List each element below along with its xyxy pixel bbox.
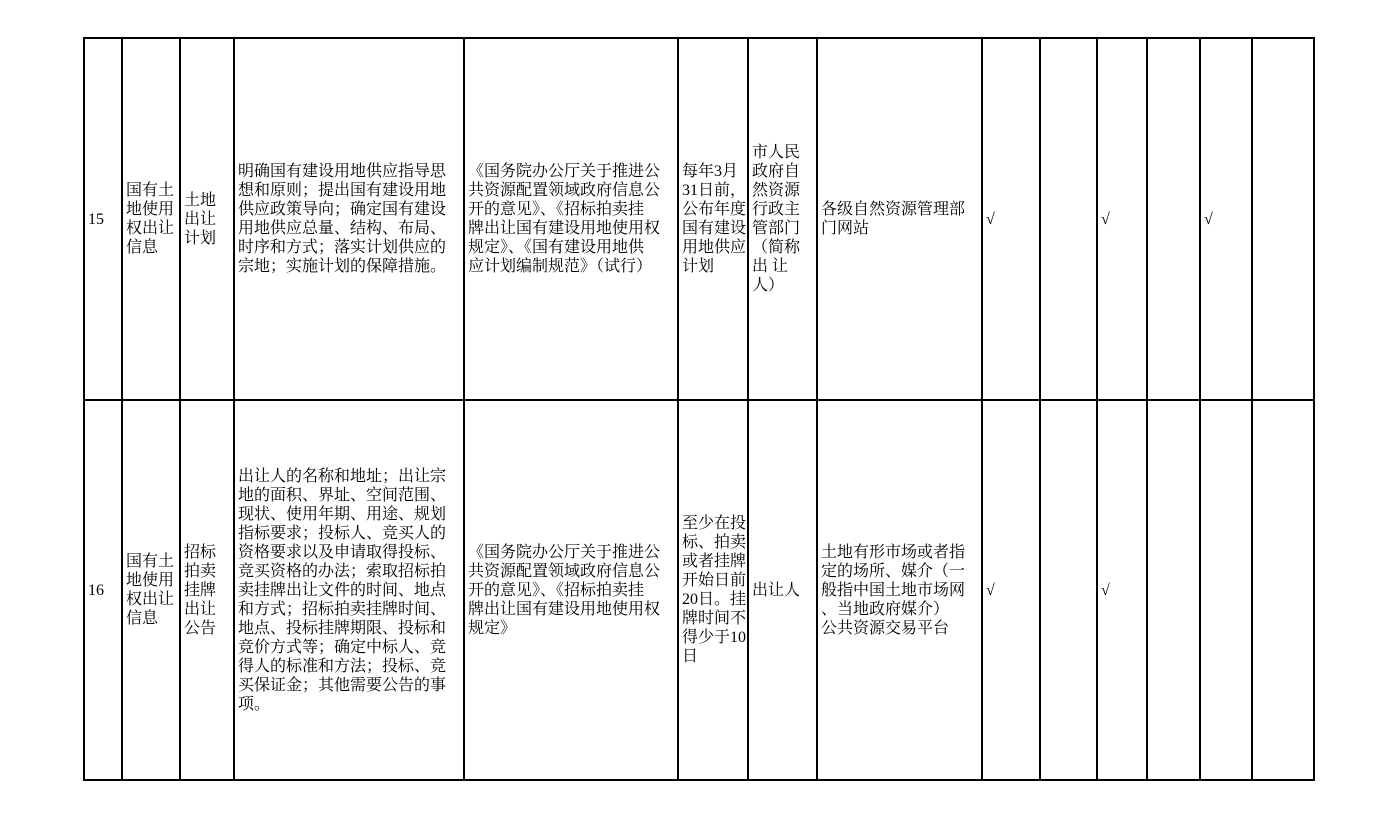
- table-row: [84, 400, 1314, 780]
- category-cell: 国有土 地使用 权出让 信息: [122, 400, 180, 780]
- mark-cell-4: [1147, 38, 1200, 400]
- mark-cell-6: [1252, 400, 1314, 780]
- subject-cell: 市人民 政府自 然资源 行政主 管部门 （简称 出 让 人）: [748, 38, 817, 400]
- basis-cell: 《国务院办公厅关于推进公 共资源配置领域政府信息公 开的意见》、《招标拍卖挂 牌出让国有建设用地使用权 规定》: [464, 400, 678, 780]
- mark-cell-6: [1252, 38, 1314, 400]
- mark-cell-1: √: [982, 400, 1040, 780]
- channel-cell: 各级自然资源管理部 门网站: [817, 38, 982, 400]
- mark-cell-4: [1147, 400, 1200, 780]
- mark-cell-2: [1040, 38, 1097, 400]
- time-limit-cell: 至少在投 标、拍卖 或者挂牌 开始日前 20日。挂 牌时间不 得少于10 日: [678, 400, 748, 780]
- content-cell: 出让人的名称和地址；出让宗 地的面积、界址、空间范围、 现状、使用年期、用途、规划 指标要求；投标人、竞买人的 资格要求以及申请取得投标、 竞买资格的办法；索取招标拍 卖挂牌出让文件的时间、地点 和方式；招标拍卖挂牌时间、 地点、投标挂牌期限、投标和 竞价方式等；确定中标人、竞 得人的标准和方法；投标、竞 买保证金；其他需要公告的事 项。: [234, 400, 464, 780]
- time-limit-cell: 每年3月 31日前， 公布年度 国有建设 用地供应 计划: [678, 38, 748, 400]
- table-row: [84, 38, 1314, 400]
- row-number: 15: [84, 38, 122, 400]
- mark-cell-1: √: [982, 38, 1040, 400]
- basis-cell: 《国务院办公厅关于推进公 共资源配置领域政府信息公 开的意见》、《招标拍卖挂 牌出让国有建设用地使用权 规定》、《国有建设用地供 应计划编制规范》（试行）: [464, 38, 678, 400]
- subject-cell: 出让人: [748, 400, 817, 780]
- mark-cell-3: √: [1097, 38, 1147, 400]
- mark-cell-3: √: [1097, 400, 1147, 780]
- content-cell: 明确国有建设用地供应指导思 想和原则；提出国有建设用地 供应政策导向；确定国有建设 用地供应总量、结构、布局、 时序和方式；落实计划供应的 宗地；实施计划的保障措施。: [234, 38, 464, 400]
- item-cell: 招标 拍卖 挂牌 出让 公告: [180, 400, 234, 780]
- channel-cell: 土地有形市场或者指 定的场所、媒介（一 般指中国土地市场网 、当地政府媒介） 公共资源交易平台: [817, 400, 982, 780]
- row-number: 16: [84, 400, 122, 780]
- item-cell: 土地 出让 计划: [180, 38, 234, 400]
- mark-cell-5: [1200, 400, 1252, 780]
- disclosure-table: [83, 37, 1315, 781]
- mark-cell-2: [1040, 400, 1097, 780]
- mark-cell-5: √: [1200, 38, 1252, 400]
- category-cell: 国有土 地使用 权出让 信息: [122, 38, 180, 400]
